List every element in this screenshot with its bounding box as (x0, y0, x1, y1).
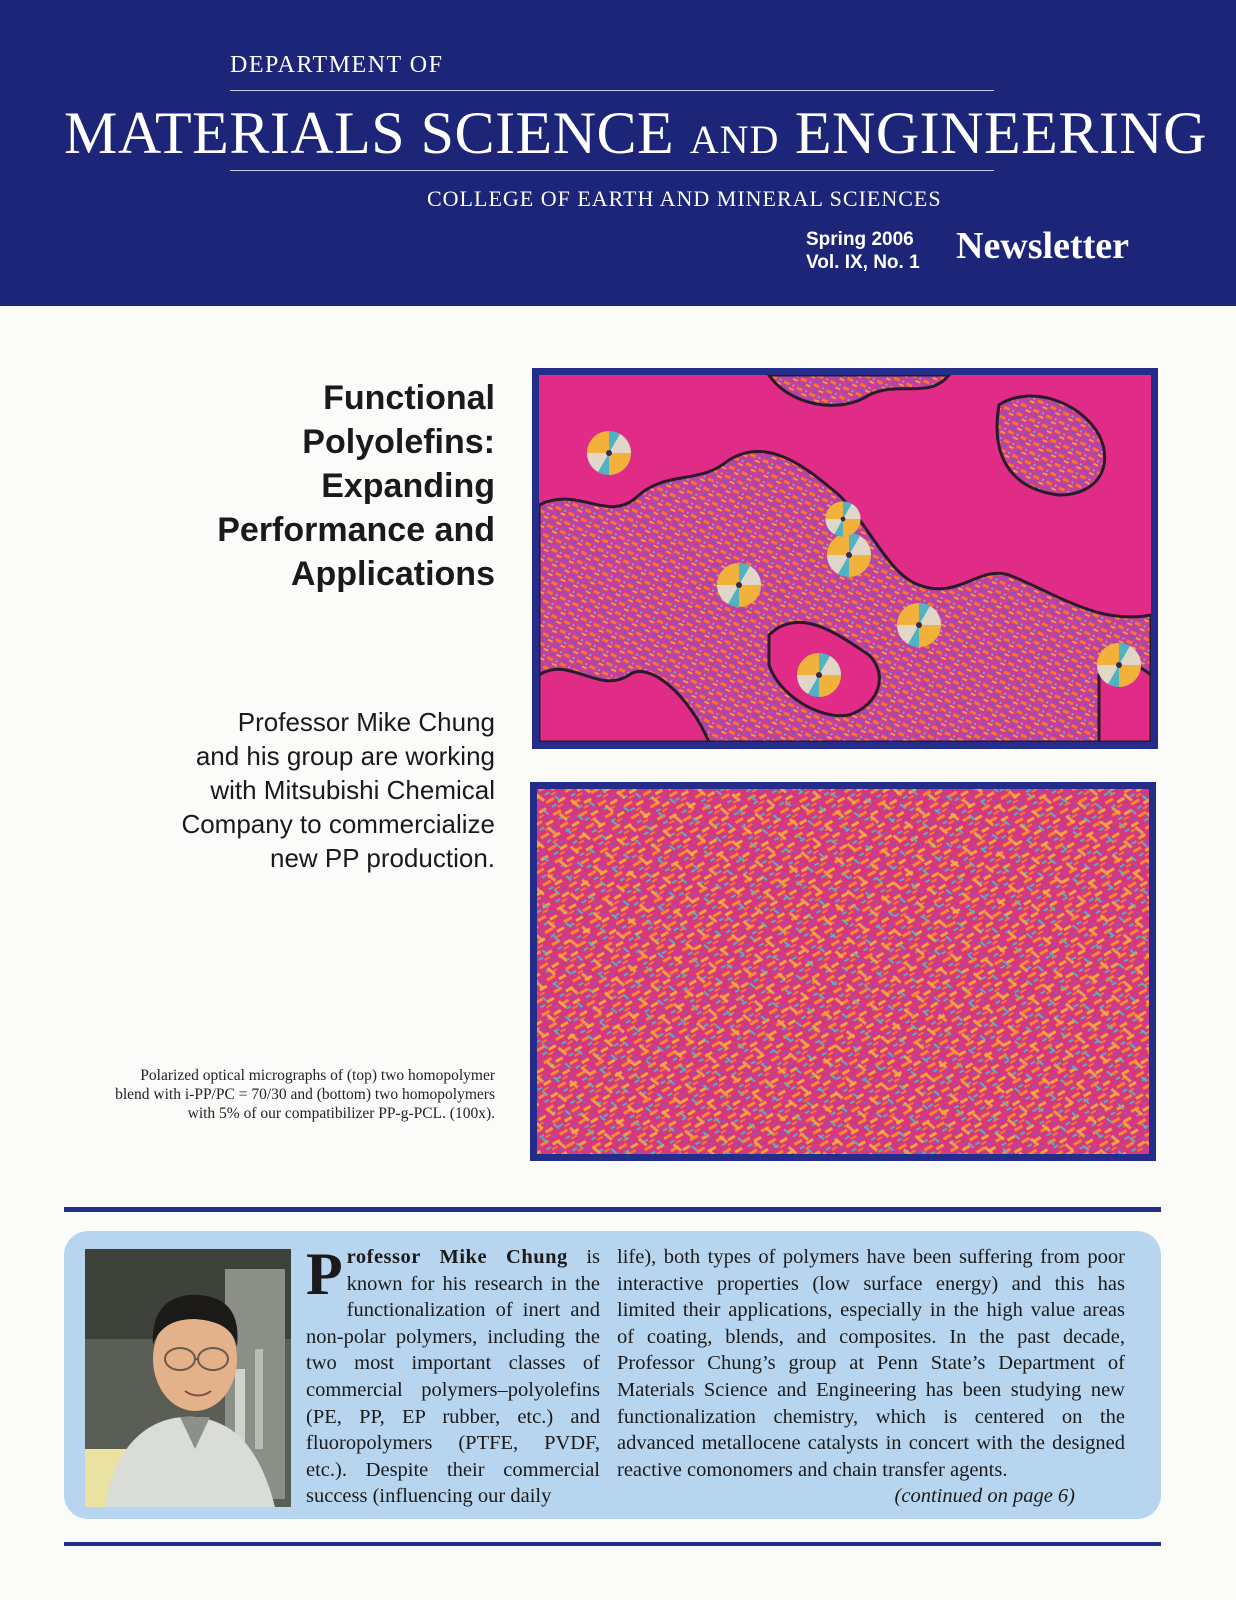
article-deck (130, 705, 495, 875)
title-part-2: ENGINEERING (779, 100, 1207, 166)
deck-line: and his group are working (195, 741, 495, 771)
divider-rule-top (64, 1207, 1161, 1212)
headline-line: Expanding (321, 467, 495, 505)
caption-line: blend with i-PP/PC = 70/30 and (bottom) two homopolymers (115, 1086, 495, 1103)
portrait-photo (85, 1249, 291, 1507)
caption-line: with 5% of our compatibilizer PP-g-PCL. (100x). (187, 1105, 495, 1122)
portrait-image (85, 1249, 291, 1507)
issue-info (806, 228, 920, 274)
feature-column-1 (306, 1241, 600, 1510)
drop-cap: P (306, 1241, 343, 1307)
department-title (64, 100, 1207, 173)
masthead-top-rule (230, 90, 994, 91)
continued-link[interactable]: (continued on page 6) (894, 1485, 1075, 1508)
lead-name: rofessor Mike Chung (346, 1246, 568, 1268)
issue-season: Spring 2006 (806, 229, 914, 250)
deck-line: Professor Mike Chung (237, 707, 495, 737)
headline-line: Functional (323, 379, 495, 417)
micrograph-top (532, 368, 1158, 749)
micrograph-caption (30, 1066, 495, 1123)
college-name: COLLEGE OF EARTH AND MINERAL SCIENCES (427, 186, 942, 211)
masthead-bottom-rule (230, 170, 994, 171)
micrograph-bottom (530, 782, 1156, 1161)
newsletter-label: Newsletter (956, 225, 1130, 267)
deck-line: new PP production. (270, 843, 495, 873)
divider-rule-bottom (64, 1542, 1161, 1546)
feature-column-2 (617, 1244, 1125, 1510)
column-1-text: is known for his research in the functionalization of inert and non-polar polymers, including the two most important classes of commercial polymers–polyolefins (PE, PP, EP rubber, etc.) and fluoropolymers (PTFE, PVDF, etc.). Despite their commercial success (influencing our daily (306, 1246, 600, 1508)
micrograph-top-image (539, 375, 1151, 742)
headline-line: Applications (290, 555, 495, 593)
title-part-1: MATERIALS SCIENCE (64, 100, 690, 166)
caption-line: Polarized optical micrographs of (top) two homopolymer (140, 1067, 495, 1084)
headline-line: Performance and (217, 511, 495, 549)
column-2-text: life), both types of polymers have been suffering from poor interactive properties (low surface energy) and this has limited their applications, especially in the high value areas of coating, blends, and composites. In the past decade, Professor Chung’s group at Penn State’s Department of Materials Science and Engineering has been studying new functionalization chemistry, which is centered on the advanced metallocene catalysts in concert with the designed reactive comonomers and chain transfer agents. (617, 1246, 1125, 1481)
deck-line: with Mitsubishi Chemical (210, 775, 495, 805)
headline-line: Polyolefins: (302, 423, 495, 461)
department-prefix: DEPARTMENT OF (230, 52, 444, 78)
micrograph-bottom-image (537, 789, 1149, 1154)
issue-volume: Vol. IX, No. 1 (806, 252, 920, 273)
deck-line: Company to commercialize (181, 809, 495, 839)
title-and: AND (689, 117, 780, 162)
article-headline (150, 376, 495, 596)
masthead (0, 0, 1236, 306)
